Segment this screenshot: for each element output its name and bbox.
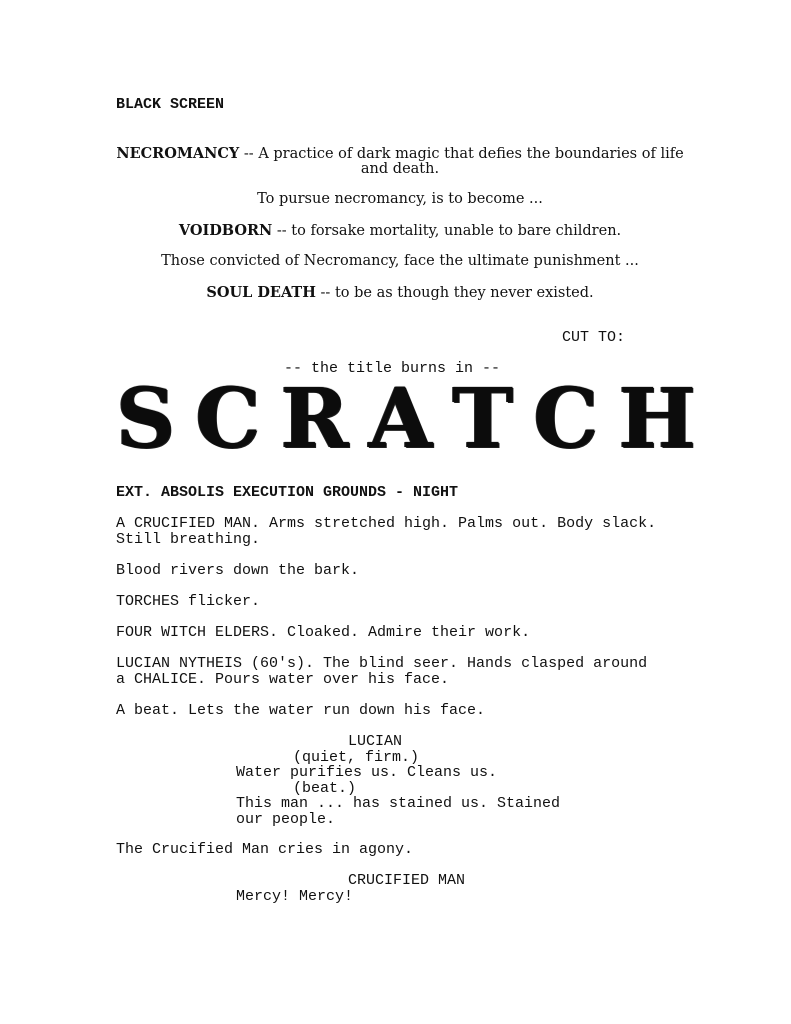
action-witch-elders: FOUR WITCH ELDERS. Cloaked. Admire their work. (116, 624, 531, 641)
action-crucified-man: A CRUCIFIED MAN. Arms stretched high. Palms out. Body slack. Still breathing. (116, 515, 657, 548)
title-note: -- the title burns in -- (284, 360, 501, 377)
title-letter: S (116, 371, 176, 467)
intro-soul-death (110, 285, 690, 301)
character-name: CRUCIFIED MAN (348, 872, 466, 889)
intro-pursue (110, 192, 690, 207)
parenthetical: (beat.) (293, 780, 357, 797)
action-beat: A beat. Lets the water run down his face. (116, 702, 486, 719)
title-letter: R (280, 371, 349, 467)
intro-text: -- A practice of dark magic that defies the boundaries of life and death. (239, 146, 684, 177)
action-lucian-intro: LUCIAN NYTHEIS (60's). The blind seer. Hands clasped around a CHALICE. Pours water over his face. (116, 655, 648, 688)
transition-cut-to: CUT TO: (562, 329, 626, 346)
dialogue-line: Mercy! Mercy! (236, 888, 354, 905)
title-letter: A (368, 371, 433, 467)
character-name: LUCIAN (348, 733, 403, 750)
title-scratch (116, 371, 696, 467)
intro-necromancy (110, 146, 690, 177)
intro-text: -- to forsake mortality, unable to bare children. (272, 223, 622, 239)
title-letter: C (195, 371, 261, 467)
action-cries: The Crucified Man cries in agony. (116, 841, 414, 858)
opening-slug: BLACK SCREEN (116, 96, 225, 113)
dialogue-line: This man ... has stained us. Stained our people. (236, 795, 561, 828)
title-letter: T (452, 371, 514, 467)
intro-text: Those convicted of Necromancy, face the ultimate punishment ... (161, 253, 639, 269)
parenthetical: (quiet, firm.) (293, 749, 420, 766)
dialogue-line: Water purifies us. Cleans us. (236, 764, 498, 781)
intro-term: SOUL DEATH (206, 284, 316, 301)
intro-voidborn (110, 223, 690, 239)
intro-text: To pursue necromancy, is to become ... (257, 191, 543, 207)
intro-term: NECROMANCY (116, 145, 240, 162)
title-letter: C (533, 371, 599, 467)
intro-text: -- to be as though they never existed. (315, 285, 594, 301)
intro-term: VOIDBORN (178, 222, 273, 239)
scene-heading: EXT. ABSOLIS EXECUTION GROUNDS - NIGHT (116, 484, 459, 501)
intro-convicted (110, 254, 690, 269)
title-letter: H (618, 371, 696, 467)
action-torches: TORCHES flicker. (116, 593, 261, 610)
action-blood: Blood rivers down the bark. (116, 562, 360, 579)
